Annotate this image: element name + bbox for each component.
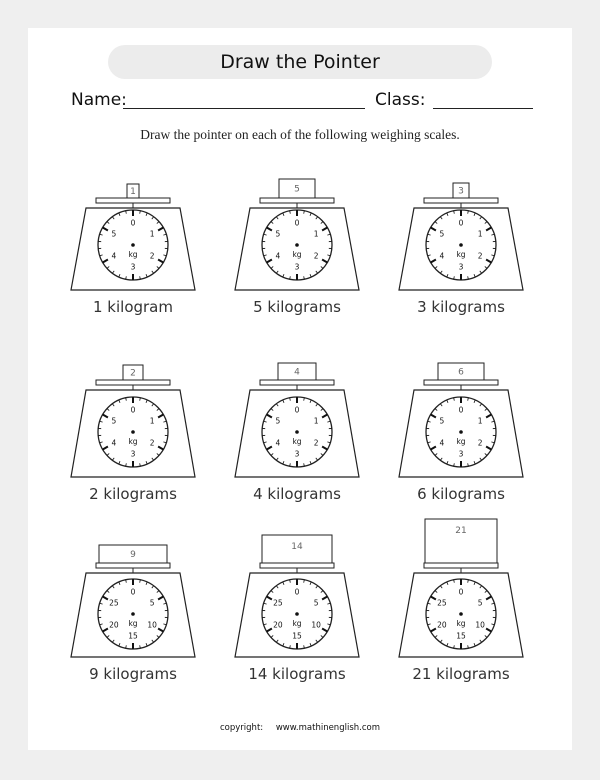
weighing-scale [399, 363, 523, 503]
dial-center-dot [295, 430, 299, 434]
dial-center-dot [131, 430, 135, 434]
weighing-scale [71, 365, 195, 503]
dial-label: 2 [477, 438, 483, 448]
dial-label: 5 [439, 229, 445, 239]
scale-platform [96, 198, 170, 203]
scale-platform [260, 563, 334, 568]
dial-label: 10 [147, 620, 157, 630]
dial-label: 10 [311, 620, 321, 630]
dial-label: 3 [130, 449, 136, 459]
dial-label: 4 [111, 438, 117, 448]
dial-label: 1 [477, 416, 483, 426]
dial-unit: kg [292, 250, 302, 259]
weight-box-value: 6 [458, 367, 464, 378]
weight-box-value: 2 [130, 368, 136, 379]
scale-caption: 5 kilograms [253, 298, 341, 316]
weighing-scale [399, 519, 523, 683]
dial-label: 1 [149, 229, 155, 239]
scale-caption: 6 kilograms [417, 485, 505, 503]
scale-caption: 3 kilograms [417, 298, 505, 316]
dial-label: 3 [130, 262, 136, 272]
weight-box-value: 4 [294, 367, 300, 378]
scale-platform [96, 563, 170, 568]
scale-caption: 9 kilograms [89, 665, 177, 683]
dial-label: 2 [149, 438, 155, 448]
dial-label: 2 [477, 251, 483, 261]
dial-label: 1 [149, 416, 155, 426]
dial-label: 1 [313, 416, 319, 426]
dial-label: 0 [130, 405, 136, 415]
dial-label: 5 [275, 416, 281, 426]
scale-platform [424, 563, 498, 568]
copyright-footer [0, 723, 600, 733]
name-label: Name: [71, 90, 127, 110]
dial-label: 5 [313, 598, 319, 608]
class-label: Class: [375, 90, 426, 110]
dial-unit: kg [128, 619, 138, 628]
weighing-scale [235, 535, 359, 683]
dial-label: 3 [458, 262, 464, 272]
dial-center-dot [131, 612, 135, 616]
dial-label: 20 [109, 620, 119, 630]
dial-label: 15 [456, 631, 466, 641]
dial-label: 5 [111, 229, 117, 239]
weight-box-value: 9 [130, 550, 136, 560]
dial-unit: kg [128, 250, 138, 259]
dial-label: 25 [273, 598, 283, 608]
dial-label: 15 [292, 631, 302, 641]
dial-label: 2 [313, 438, 319, 448]
worksheet-title: Draw the Pointer [108, 45, 492, 79]
website-link[interactable]: www.mathinenglish.com [275, 723, 380, 733]
dial-label: 20 [437, 620, 447, 630]
weight-box-value: 5 [294, 184, 300, 195]
dial-label: 5 [275, 229, 281, 239]
dial-label: 3 [294, 262, 300, 272]
dial-center-dot [131, 243, 135, 247]
dial-label: 1 [477, 229, 483, 239]
dial-center-dot [295, 243, 299, 247]
dial-label: 2 [149, 251, 155, 261]
dial-label: 5 [439, 416, 445, 426]
dial-label: 0 [458, 218, 464, 228]
weight-box-value: 1 [130, 187, 136, 197]
weighing-scale [71, 545, 195, 683]
dial-label: 0 [294, 218, 300, 228]
weight-box-value: 21 [455, 526, 467, 536]
dial-label: 5 [149, 598, 155, 608]
dial-label: 3 [294, 449, 300, 459]
dial-unit: kg [456, 619, 466, 628]
dial-label: 4 [111, 251, 117, 261]
scale-caption: 4 kilograms [253, 485, 341, 503]
weight-box-value: 14 [291, 542, 303, 552]
dial-unit: kg [292, 619, 302, 628]
dial-center-dot [295, 612, 299, 616]
scale-platform [260, 380, 334, 385]
dial-center-dot [459, 612, 463, 616]
dial-label: 0 [458, 587, 464, 597]
dial-label: 20 [273, 620, 283, 630]
copyright-label: copyright: [220, 723, 264, 733]
dial-unit: kg [456, 250, 466, 259]
scale-caption: 14 kilograms [248, 665, 346, 683]
scale-caption: 2 kilograms [89, 485, 177, 503]
scale-platform [260, 198, 334, 203]
dial-center-dot [459, 243, 463, 247]
dial-label: 1 [313, 229, 319, 239]
dial-label: 15 [128, 631, 138, 641]
weighing-scale [235, 363, 359, 503]
dial-label: 10 [475, 620, 485, 630]
dial-label: 4 [275, 438, 281, 448]
dial-label: 3 [458, 449, 464, 459]
dial-label: 4 [439, 438, 445, 448]
dial-unit: kg [456, 437, 466, 446]
scale-platform [424, 198, 498, 203]
dial-label: 2 [313, 251, 319, 261]
weight-box-value: 3 [458, 186, 464, 197]
scale-platform [96, 380, 170, 385]
dial-label: 0 [130, 218, 136, 228]
dial-label: 4 [275, 251, 281, 261]
dial-label: 0 [130, 587, 136, 597]
dial-label: 0 [458, 405, 464, 415]
dial-label: 0 [294, 587, 300, 597]
dial-center-dot [459, 430, 463, 434]
dial-label: 0 [294, 405, 300, 415]
dial-unit: kg [128, 437, 138, 446]
weighing-scale [71, 184, 195, 316]
scale-caption: 21 kilograms [412, 665, 510, 683]
dial-label: 5 [477, 598, 483, 608]
instructions: Draw the pointer on each of the following weighing scales. [140, 127, 460, 142]
dial-label: 25 [437, 598, 447, 608]
dial-label: 5 [111, 416, 117, 426]
dial-label: 4 [439, 251, 445, 261]
scale-platform [424, 380, 498, 385]
dial-label: 25 [109, 598, 119, 608]
scale-caption: 1 kilogram [92, 298, 174, 316]
weighing-scale [235, 179, 359, 316]
dial-unit: kg [292, 437, 302, 446]
weighing-scale [399, 183, 523, 316]
